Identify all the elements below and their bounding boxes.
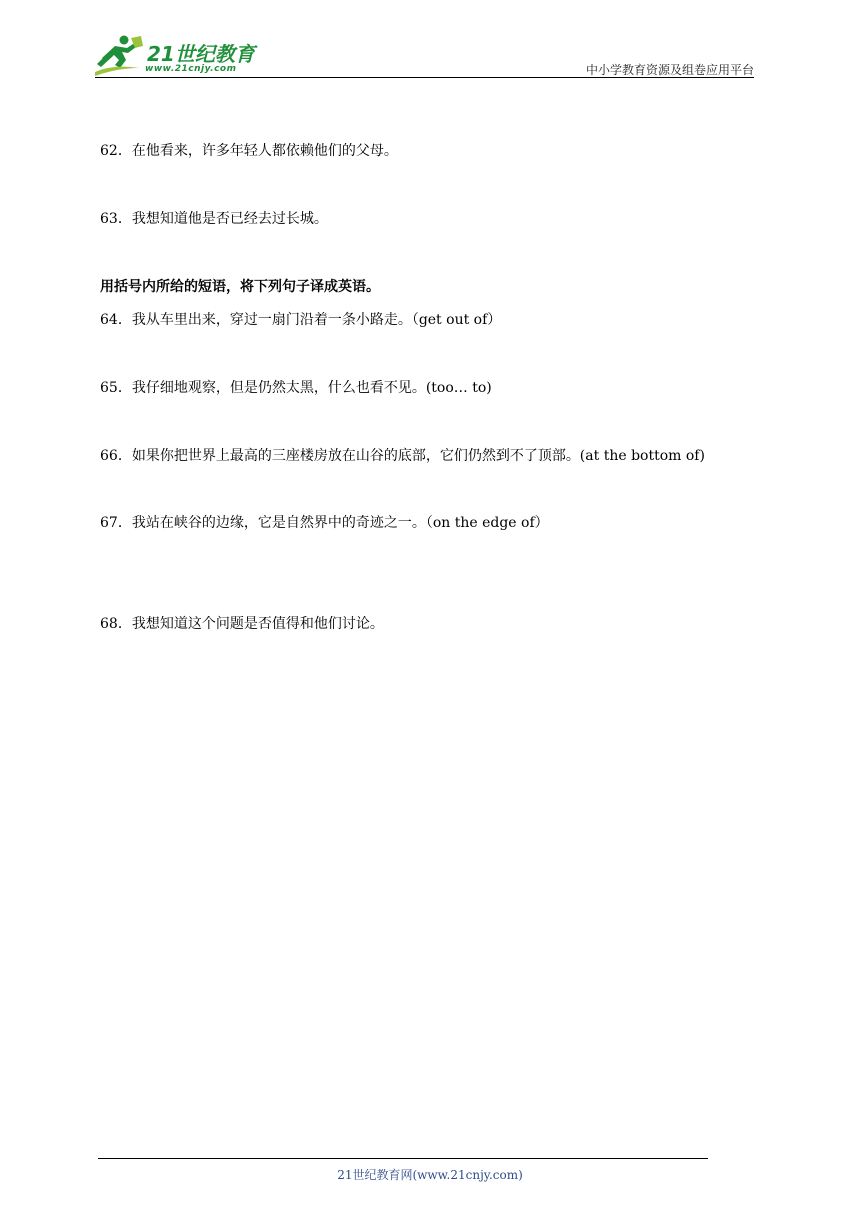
question-63: 63．我想知道他是否已经去过长城。: [100, 211, 328, 227]
question-64: 64．我从车里出来，穿过一扇门沿着一条小路走。（get out of）: [100, 312, 502, 328]
footer-divider: [98, 1158, 708, 1159]
question-62: 62．在他看来，许多年轻人都依赖他们的父母。: [100, 143, 398, 159]
question-67: 67．我站在峡谷的边缘，它是自然界中的奇迹之一。（on the edge of）: [100, 515, 549, 531]
logo: [93, 34, 263, 80]
header-divider: [95, 77, 754, 78]
question-65: 65．我仔细地观察，但是仍然太黑，什么也看不见。(too… to): [100, 380, 492, 396]
logo-text: 21世纪教育: [147, 42, 255, 66]
header-platform-text: 中小学教育资源及组卷应用平台: [585, 63, 754, 77]
footer-link[interactable]: 21世纪教育网(www.21cnjy.com): [337, 1168, 523, 1182]
section-title: 用括号内所给的短语，将下列句子译成英语。: [100, 279, 380, 295]
question-66: 66．如果你把世界上最高的三座楼房放在山谷的底部，它们仍然到不了顶部。(at the bottom of): [100, 448, 705, 464]
logo-url: www.21cnjy.com: [145, 64, 237, 74]
runner-logo-icon: [93, 34, 145, 78]
question-68: 68．我想知道这个问题是否值得和他们讨论。: [100, 616, 384, 632]
page-header: [0, 0, 860, 90]
